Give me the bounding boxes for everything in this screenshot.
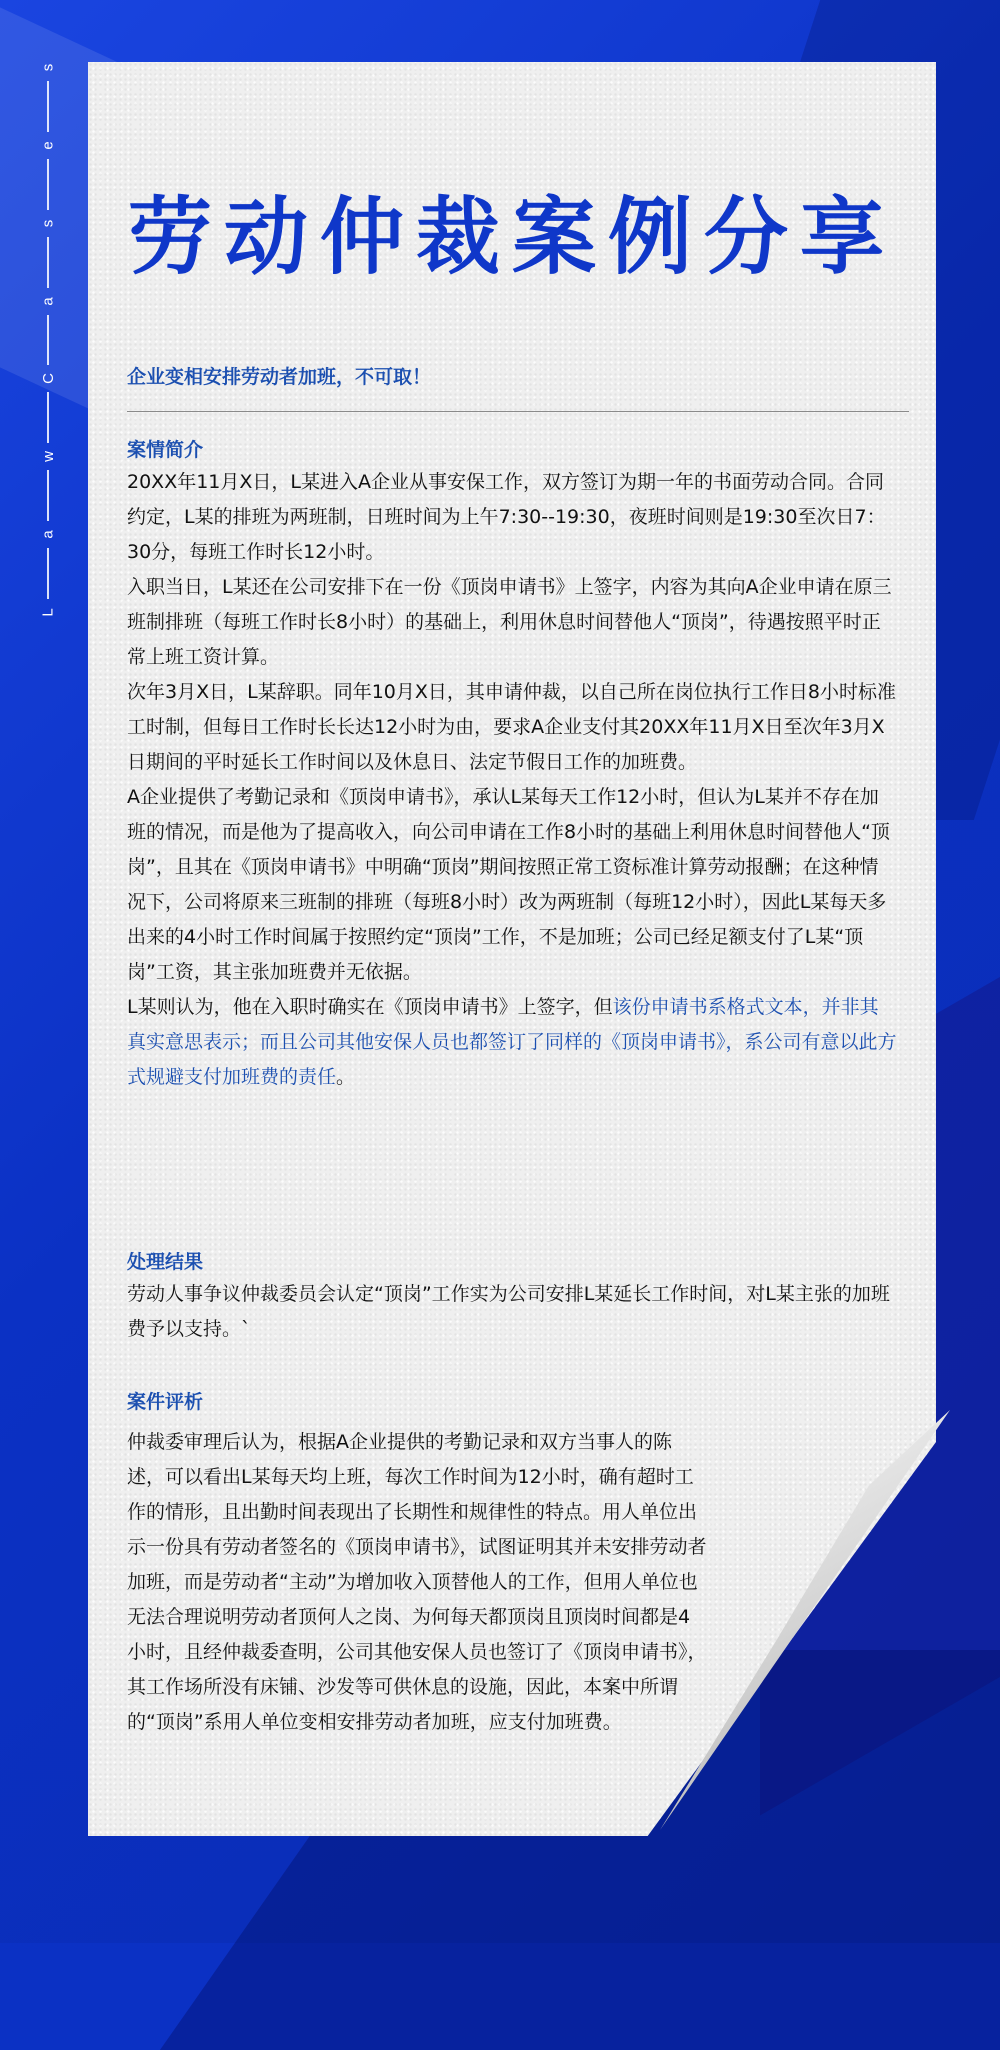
divider: [127, 411, 909, 412]
side-letter: s: [39, 219, 57, 227]
side-letter: e: [39, 141, 57, 150]
subtitle: 企业变相安排劳动者加班，不可取！: [127, 366, 432, 388]
paragraph: 仲裁委审理后认为，根据A企业提供的考勤记录和双方当事人的陈述，可以看出L某每天均上班，每次工作时间为12小时，确有超时工作的情形，且出勤时间表现出了长期性和规律性的特点。用人单位出示一份具有劳动者签名的《顶岗申请书》，试图证明其并未安排劳动者加班，而是劳动者“主动”为增加收入顶替他人的工作，但用人单位也无法合理说明劳动者顶何人之岗、为何每天都顶岗且顶岗时间都是4小时，且经仲裁委查明，公司其他安保人员也签订了《顶岗申请书》，其工作场所没有床铺、沙发等可供休息的设施，因此，本案中所谓的“顶岗”系用人单位变相安排劳动者加班，应支付加班费。: [127, 1431, 707, 1733]
paragraph: A企业提供了考勤记录和《顶岗申请书》，承认L某每天工作12小时，但认为L某并不存在加班的情况，而是他为了提高收入，向公司申请在工作8小时的基础上利用休息时间替他人“顶岗”，且其在《顶岗申请书》中明确“顶岗”期间按照正常工资标准计算劳动报酬；在这种情况下，公司将原来三班制的排班（每班8小时）改为两班制（每班12小时），因此L某每天多出来的4小时工作时间属于按照约定“顶岗”工作，不是加班；公司已经足额支付了L某“顶岗”工资，其主张加班费并无依据。: [127, 786, 890, 983]
result-heading: 处理结果: [127, 1251, 204, 1273]
paragraph: 入职当日，L某还在公司安排下在一份《顶岗申请书》上签字，内容为其向A企业申请在原三班制排班（每班工作时长8小时）的基础上，利用休息时间替他人“顶岗”，待遇按照平时正常上班工资计算。: [127, 576, 892, 668]
side-letter: a: [39, 296, 57, 306]
paragraph: 次年3月X日，L某辞职。同年10月X日，其申请仲裁，以自己所在岗位执行工作日8小时标准工时制，但每日工作时长长达12小时为由，要求A企业支付其20XX年11月X日至次年3月X日期间的平时延长工作时间以及休息日、法定节假日工作的加班费。: [127, 681, 896, 773]
side-law-cases-label: [26, 60, 70, 620]
highlighted-text: 该份申请书系格式文本，并非其真实意思表示；而且公司其他安保人员也都签订了同样的《顶岗申请书》，系公司有意以此方式规避支付加班费的责任: [127, 996, 897, 1088]
analysis-body: [127, 1425, 707, 1740]
case-intro-heading: 案情简介: [127, 439, 204, 461]
side-letter: L: [39, 608, 57, 617]
analysis-heading: 案件评析: [127, 1391, 204, 1413]
page-title: 劳动仲裁案例分享: [127, 188, 896, 286]
paragraph: 20XX年11月X日，L某进入A企业从事安保工作，双方签订为期一年的书面劳动合同。合同约定，L某的排班为两班制，日班时间为上午7:30--19:30，夜班时间则是19:30至次日7：30分，每班工作时长12小时。: [127, 471, 886, 563]
side-letter: w: [39, 451, 57, 463]
paragraph-end: 。: [336, 1066, 356, 1088]
side-letter: s: [39, 63, 57, 72]
case-intro-body: [127, 465, 897, 1095]
paragraph-text: L某则认为，他在入职时确实在《顶岗申请书》上签字，但: [127, 996, 613, 1018]
paragraph: 劳动人事争议仲裁委员会认定“顶岗”工作实为公司安排L某延长工作时间，对L某主张的加班费予以支持。`: [127, 1283, 890, 1340]
result-body: [127, 1277, 897, 1347]
side-letter: a: [39, 530, 57, 539]
paragraph: [127, 990, 897, 1095]
side-letter: C: [39, 373, 57, 385]
